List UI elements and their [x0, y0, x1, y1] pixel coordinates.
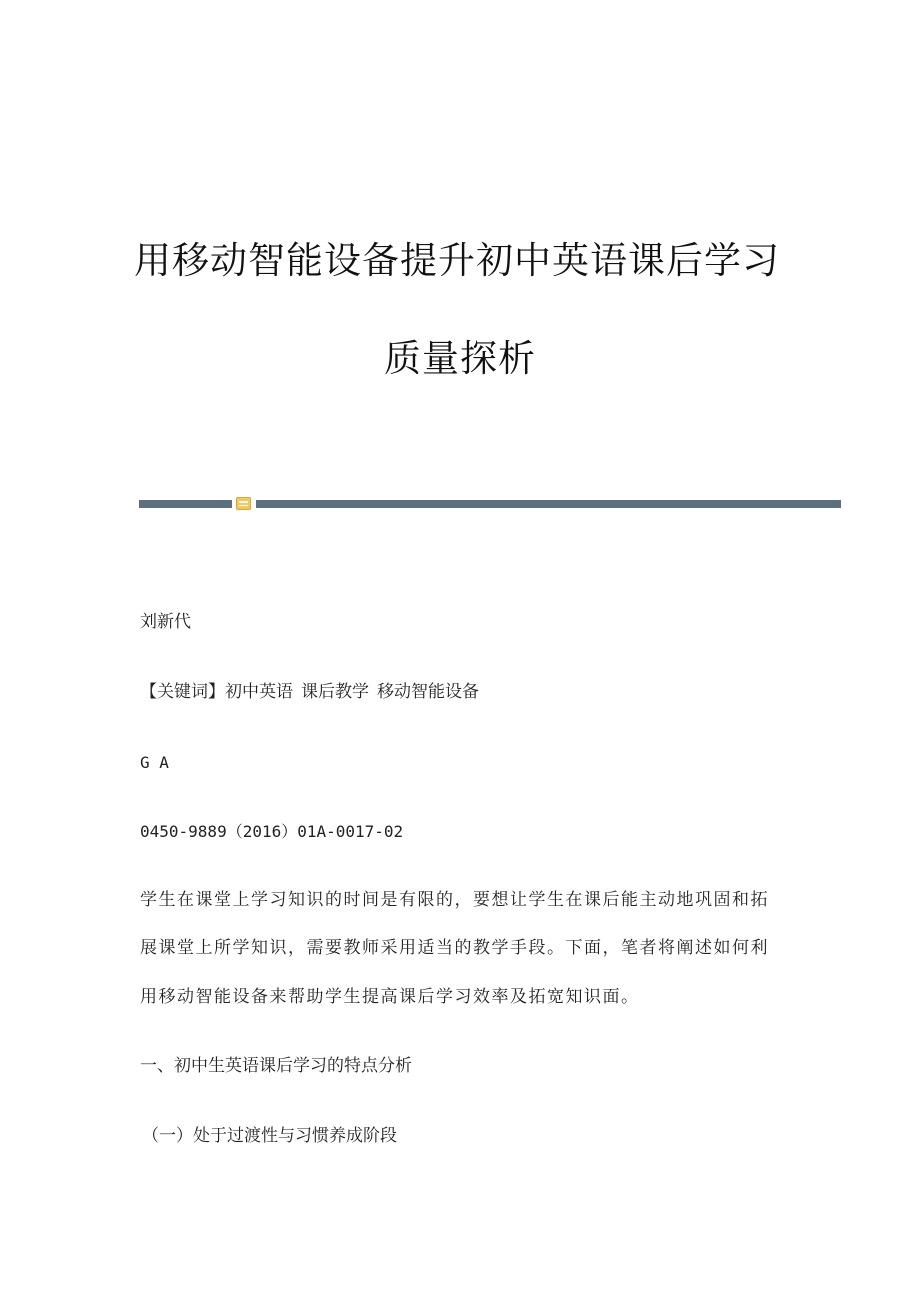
keyword-item: 初中英语 [225, 682, 293, 702]
title-divider [139, 497, 841, 511]
issn-number: 0450-9889（2016）01A-0017-02 [140, 822, 404, 841]
section-heading: 一、初中生英语课后学习的特点分析 [140, 1056, 412, 1076]
divider-ornament-icon [236, 497, 251, 510]
classification-code: G A [140, 753, 169, 772]
keyword-item: 移动智能设备 [377, 682, 479, 702]
author-name: 刘新代 [140, 612, 191, 632]
document-title-line-1: 用移动智能设备提升初中英语课后学习 [134, 239, 780, 282]
abstract-line: 用移动智能设备来帮助学生提高课后学习效率及拓宽知识面。 [140, 987, 640, 1007]
keywords-label: 【关键词】 [140, 682, 225, 702]
document-title-line-2: 质量探析 [384, 337, 536, 380]
keyword-item: 课后教学 [301, 682, 369, 702]
abstract-line: 展课堂上所学知识，需要教师采用适当的教学手段。下面，笔者将阐述如何利 [140, 938, 769, 958]
divider-bar-left [139, 500, 232, 508]
subsection-heading: （一）处于过渡性与习惯养成阶段 [142, 1126, 397, 1146]
divider-bar-right [256, 500, 841, 508]
abstract-line: 学生在课堂上学习知识的时间是有限的，要想让学生在课后能主动地巩固和拓 [140, 890, 769, 910]
keywords-line [140, 682, 487, 702]
